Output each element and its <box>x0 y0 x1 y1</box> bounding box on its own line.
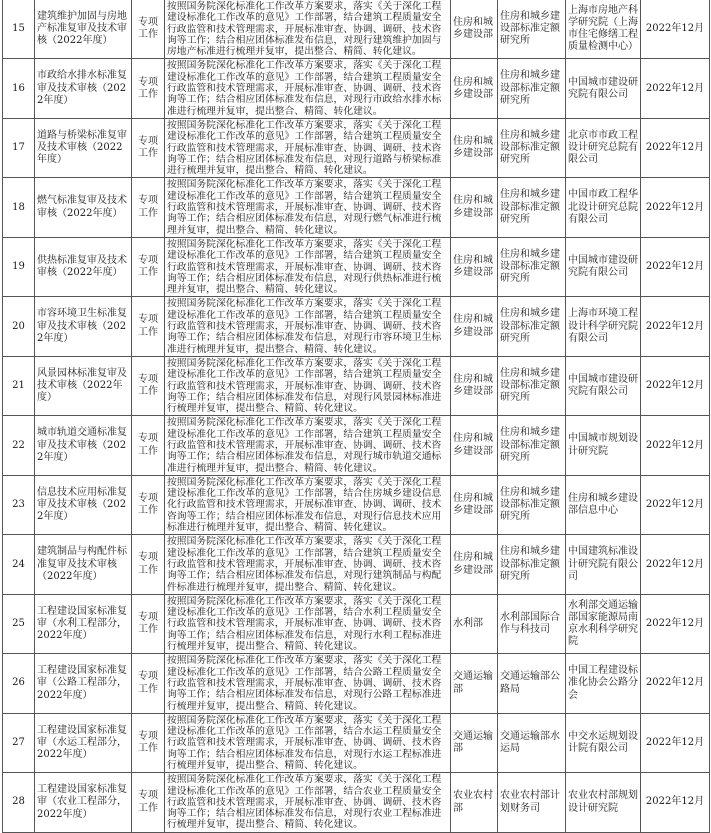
department-cell: 农业农村部 <box>451 773 498 832</box>
deadline-cell: 2022年12月 <box>641 416 710 475</box>
table-row <box>3 356 710 415</box>
deadline-cell: 2022年12月 <box>641 773 710 832</box>
organizer-cell: 交通运输部公路局 <box>498 654 566 713</box>
task-type-cell: 专项工作 <box>132 713 165 772</box>
department-cell: 住房和城乡建设部 <box>451 475 498 534</box>
requirement-cell: 按照国务院深化标准化工作改革方案要求，落实《关于深化工程建设标准化工作改革的意见》工作部署，结合水运工程质量安全行政监管和技术管理需求，开展标准审查、协调、调研、技术咨询等工作；结合相应团体标准发布信息，对现行水运工程标准进行梳理并复审，提出整合、精简、转化建议。 <box>165 713 451 772</box>
row-number-cell: 16 <box>3 59 35 118</box>
deadline-cell: 2022年12月 <box>641 594 710 653</box>
row-number-cell: 18 <box>3 178 35 237</box>
department-cell: 住房和城乡建设部 <box>451 59 498 118</box>
undertaking-unit-cell: 农业农村部规划设计研究院 <box>566 773 641 832</box>
task-type-cell: 专项工作 <box>132 118 165 177</box>
department-cell: 住房和城乡建设部 <box>451 416 498 475</box>
undertaking-unit-cell: 中国城市建设研究院有限公司 <box>566 237 641 296</box>
deadline-cell: 2022年12月 <box>641 654 710 713</box>
organizer-cell: 住房和城乡建设部标准定额研究所 <box>498 535 566 594</box>
requirement-cell: 按照国务院深化标准化工作改革方案要求，落实《关于深化工程建设标准化工作改革的意见》工作部署，结合建筑工程质量安全行政监管和技术管理需求，开展标准审查、协调、调研、技术咨询等工作；结合相应团体标准发布信息，对现行城市轨道交通标准进行梳理并复审，提出整合、精简、转化建议。 <box>165 416 451 475</box>
organizer-cell: 住房和城乡建设部标准定额研究所 <box>498 118 566 177</box>
row-number-cell: 21 <box>3 356 35 415</box>
department-cell: 交通运输部 <box>451 713 498 772</box>
requirement-cell: 按照国务院深化标准化工作改革方案要求，落实《关于深化工程建设标准化工作改革的意见》工作部署，结合建筑工程质量安全行政监管和技术管理需求，开展标准审查、协调、调研、技术咨询等工作；结合相应团体标准发布信息，对现行供热标准进行梳理并复审，提出整合、精简、转化建议。 <box>165 237 451 296</box>
row-number-cell: 22 <box>3 416 35 475</box>
row-number-cell: 23 <box>3 475 35 534</box>
deadline-cell: 2022年12月 <box>641 713 710 772</box>
undertaking-unit-cell: 水利部交通运输部国家能源局南京水利科学研究院 <box>566 594 641 653</box>
undertaking-unit-cell: 上海市环境工程设计科学研究院有限公司 <box>566 297 641 356</box>
requirement-cell: 按照国务院深化标准化工作改革方案要求，落实《关于深化工程建设标准化工作改革的意见》工作部署，结合水利工程质量安全行政监管和技术管理需求，开展标准审查、协调、调研、技术咨询等工作；结合相应团体标准发布信息，对现行水利工程标准进行梳理并复审，提出整合、精简、转化建议。 <box>165 594 451 653</box>
department-cell: 住房和城乡建设部 <box>451 178 498 237</box>
task-name-cell: 燃气标准复审及技术审核（2022年度） <box>35 178 132 237</box>
deadline-cell: 2022年12月 <box>641 118 710 177</box>
undertaking-unit-cell: 中国建筑标准设计研究院有限公司 <box>566 535 641 594</box>
undertaking-unit-cell: 中交水运规划设计院有限公司 <box>566 713 641 772</box>
table-row <box>3 594 710 653</box>
requirement-cell: 按照国务院深化标准化工作改革方案要求，落实《关于深化工程建设标准化工作改革的意见》工作部署，结合建筑工程质量安全行政监管和技术管理需求，开展标准审查、协调、调研、技术咨询等工作；结合相应团体标准发布信息，对现行道路与桥梁标准进行梳理并复审，提出整合、精简、转化建议。 <box>165 118 451 177</box>
requirement-cell: 按照国务院深化标准化工作改革方案要求，落实《关于深化工程建设标准化工作改革的意见》工作部署，结合建筑工程质量安全行政监管和技术管理需求，开展标准审查、协调、调研、技术咨询等工作；结合相应团体标准发布信息，对现行燃气标准进行梳理并复审，提出整合、精简、转化建议。 <box>165 178 451 237</box>
task-name-cell: 信息技术应用标准复审及技术审核（2022年度） <box>35 475 132 534</box>
requirement-cell: 按照国务院深化标准化工作改革方案要求，落实《关于深化工程建设标准化工作改革的意见》工作部署，结合农业工程质量安全行政监管和技术管理需求，开展标准审查、协调、调研、技术咨询等工作；结合相应团体标准发布信息，对现行农业工程标准进行梳理并复审，提出整合、精简、转化建议。 <box>165 773 451 832</box>
department-cell: 住房和城乡建设部 <box>451 356 498 415</box>
department-cell: 住房和城乡建设部 <box>451 118 498 177</box>
task-type-cell: 专项工作 <box>132 654 165 713</box>
deadline-cell: 2022年12月 <box>641 297 710 356</box>
row-number-cell: 20 <box>3 297 35 356</box>
undertaking-unit-cell: 中国市政工程华北设计研究总院有限公司 <box>566 178 641 237</box>
department-cell: 住房和城乡建设部 <box>451 535 498 594</box>
undertaking-unit-cell: 中国工程建设标准化协会公路分会 <box>566 654 641 713</box>
requirement-cell: 按照国务院深化标准化工作改革方案要求，落实《关于深化工程建设标准化工作改革的意见》工作部署，结合建筑工程质量安全行政监管和技术管理需求，开展标准审查、协调、调研、技术咨询等工作；结合相应团体标准发布信息，对现行建筑维护加固与房地产标准进行梳理并复审，提出整合、精简、转化建议。 <box>165 0 451 59</box>
task-type-cell: 专项工作 <box>132 59 165 118</box>
undertaking-unit-cell: 中国城市规划设计研究院 <box>566 416 641 475</box>
row-number-cell: 28 <box>3 773 35 832</box>
table-body <box>3 0 710 832</box>
department-cell: 交通运输部 <box>451 654 498 713</box>
task-name-cell: 建筑制品与构配件标准复审及技术审核（2022年度） <box>35 535 132 594</box>
organizer-cell: 住房和城乡建设部标准定额研究所 <box>498 416 566 475</box>
deadline-cell: 2022年12月 <box>641 178 710 237</box>
table-row <box>3 654 710 713</box>
organizer-cell: 农业农村部计划财务司 <box>498 773 566 832</box>
row-number-cell: 24 <box>3 535 35 594</box>
task-type-cell: 专项工作 <box>132 178 165 237</box>
organizer-cell: 住房和城乡建设部标准定额研究所 <box>498 178 566 237</box>
deadline-cell: 2022年12月 <box>641 59 710 118</box>
organizer-cell: 住房和城乡建设部标准定额研究所 <box>498 297 566 356</box>
task-type-cell: 专项工作 <box>132 535 165 594</box>
deadline-cell: 2022年12月 <box>641 475 710 534</box>
task-name-cell: 市政给水排水标准复审及技术审核（2022年度） <box>35 59 132 118</box>
row-number-cell: 19 <box>3 237 35 296</box>
task-type-cell: 专项工作 <box>132 594 165 653</box>
requirement-cell: 按照国务院深化标准化工作改革方案要求，落实《关于深化工程建设标准化工作改革的意见》工作部署，结合建筑工程质量安全行政监管和技术管理需求，开展标准审查、协调、调研、技术咨询等工作；结合相应团体标准发布信息，对现行市容环境卫生标准进行梳理并复审，提出整合、精简、转化建议。 <box>165 297 451 356</box>
deadline-cell: 2022年12月 <box>641 535 710 594</box>
department-cell: 住房和城乡建设部 <box>451 237 498 296</box>
task-type-cell: 专项工作 <box>132 356 165 415</box>
task-name-cell: 道路与桥梁标准复审及技术审核（2022年度） <box>35 118 132 177</box>
table-row <box>3 713 710 772</box>
table-row <box>3 475 710 534</box>
task-type-cell: 专项工作 <box>132 773 165 832</box>
organizer-cell: 住房和城乡建设部标准定额研究所 <box>498 356 566 415</box>
requirement-cell: 按照国务院深化标准化工作改革方案要求，落实《关于深化工程建设标准化工作改革的意见》工作部署，结合建筑工程质量安全行政监管和技术管理需求，开展标准审查、协调、调研、技术咨询等工作；结合相应团体标准发布信息，对现行市政给水排水标准进行梳理并复审，提出整合、精简、转化建议。 <box>165 59 451 118</box>
table-row <box>3 0 710 59</box>
table-row <box>3 297 710 356</box>
requirement-cell: 按照国务院深化标准化工作改革方案要求，落实《关于深化工程建设标准化工作改革的意见》工作部署，结合公路工程质量安全行政监管和技术管理需求，开展标准审查、协调、调研、技术咨询等工作；结合相应团体标准发布信息，对现行公路工程标准进行梳理并复审，提出整合、精简、转化建议。 <box>165 654 451 713</box>
deadline-cell: 2022年12月 <box>641 356 710 415</box>
table-row <box>3 59 710 118</box>
organizer-cell: 住房和城乡建设部标准定额研究所 <box>498 0 566 59</box>
row-number-cell: 25 <box>3 594 35 653</box>
task-name-cell: 市容环境卫生标准复审及技术审核（2022年度） <box>35 297 132 356</box>
table-row <box>3 237 710 296</box>
task-name-cell: 城市轨道交通标准复审及技术审核（2022年度） <box>35 416 132 475</box>
undertaking-unit-cell: 中国城市建设研究院有限公司 <box>566 356 641 415</box>
row-number-cell: 26 <box>3 654 35 713</box>
organizer-cell: 住房和城乡建设部标准定额研究所 <box>498 237 566 296</box>
row-number-cell: 17 <box>3 118 35 177</box>
organizer-cell: 交通运输部水运局 <box>498 713 566 772</box>
row-number-cell: 15 <box>3 0 35 59</box>
undertaking-unit-cell: 住房和城乡建设部信息中心 <box>566 475 641 534</box>
table-row <box>3 773 710 832</box>
task-type-cell: 专项工作 <box>132 237 165 296</box>
requirement-cell: 按照国务院深化标准化工作改革方案要求，落实《关于深化工程建设标准化工作改革的意见》工作部署，结合建筑工程质量安全行政监管和技术管理需求，开展标准审查、协调、调研、技术咨询等工作；结合相应团体标准发布信息，对现行风景园林标准进行梳理并复审，提出整合、精简、转化建议。 <box>165 356 451 415</box>
requirement-cell: 按照国务院深化标准化工作改革方案要求，落实《关于深化工程建设标准化工作改革的意见》工作部署，结合住房城乡建设信息化行政监管和技术管理需求，开展标准审查、协调、调研、技术咨询等工作；结合相应团体标准发布信息，对现行信息技术应用标准进行梳理并复审，提出整合、精简、转化建议。 <box>165 475 451 534</box>
undertaking-unit-cell: 中国城市建设研究院有限公司 <box>566 59 641 118</box>
table-row <box>3 416 710 475</box>
row-number-cell: 27 <box>3 713 35 772</box>
task-type-cell: 专项工作 <box>132 0 165 59</box>
organizer-cell: 水利部国际合作与科技司 <box>498 594 566 653</box>
table-row <box>3 118 710 177</box>
task-name-cell: 建筑维护加固与房地产标准复审及技术审核（2022年度） <box>35 0 132 59</box>
task-name-cell: 工程建设国家标准复审（农业工程部分，2022年度） <box>35 773 132 832</box>
organizer-cell: 住房和城乡建设部标准定额研究所 <box>498 475 566 534</box>
task-name-cell: 工程建设国家标准复审（水利工程部分，2022年度） <box>35 594 132 653</box>
task-type-cell: 专项工作 <box>132 297 165 356</box>
department-cell: 水利部 <box>451 594 498 653</box>
department-cell: 住房和城乡建设部 <box>451 297 498 356</box>
task-name-cell: 供热标准复审及技术审核（2022年度） <box>35 237 132 296</box>
department-cell: 住房和城乡建设部 <box>451 0 498 59</box>
requirement-cell: 按照国务院深化标准化工作改革方案要求，落实《关于深化工程建设标准化工作改革的意见》工作部署，结合建筑工程质量安全行政监管和技术管理需求，开展标准审查、协调、调研、技术咨询等工作；结合相应团体标准发布信息，对现行建筑制品与构配件标准进行梳理并复审，提出整合、精简、转化建议。 <box>165 535 451 594</box>
task-name-cell: 工程建设国家标准复审（水运工程部分，2022年度） <box>35 713 132 772</box>
deadline-cell: 2022年12月 <box>641 0 710 59</box>
undertaking-unit-cell: 北京市市政工程设计研究总院有限公司 <box>566 118 641 177</box>
task-name-cell: 风景园林标准复审及技术审核（2022年度） <box>35 356 132 415</box>
organizer-cell: 住房和城乡建设部标准定额研究所 <box>498 59 566 118</box>
task-type-cell: 专项工作 <box>132 475 165 534</box>
standards-task-table <box>2 0 710 833</box>
task-name-cell: 工程建设国家标准复审（公路工程部分，2022年度） <box>35 654 132 713</box>
deadline-cell: 2022年12月 <box>641 237 710 296</box>
table-row <box>3 178 710 237</box>
task-type-cell: 专项工作 <box>132 416 165 475</box>
table-row <box>3 535 710 594</box>
undertaking-unit-cell: 上海市房地产科学研究院（上海市住宅修缮工程质量检测中心） <box>566 0 641 59</box>
